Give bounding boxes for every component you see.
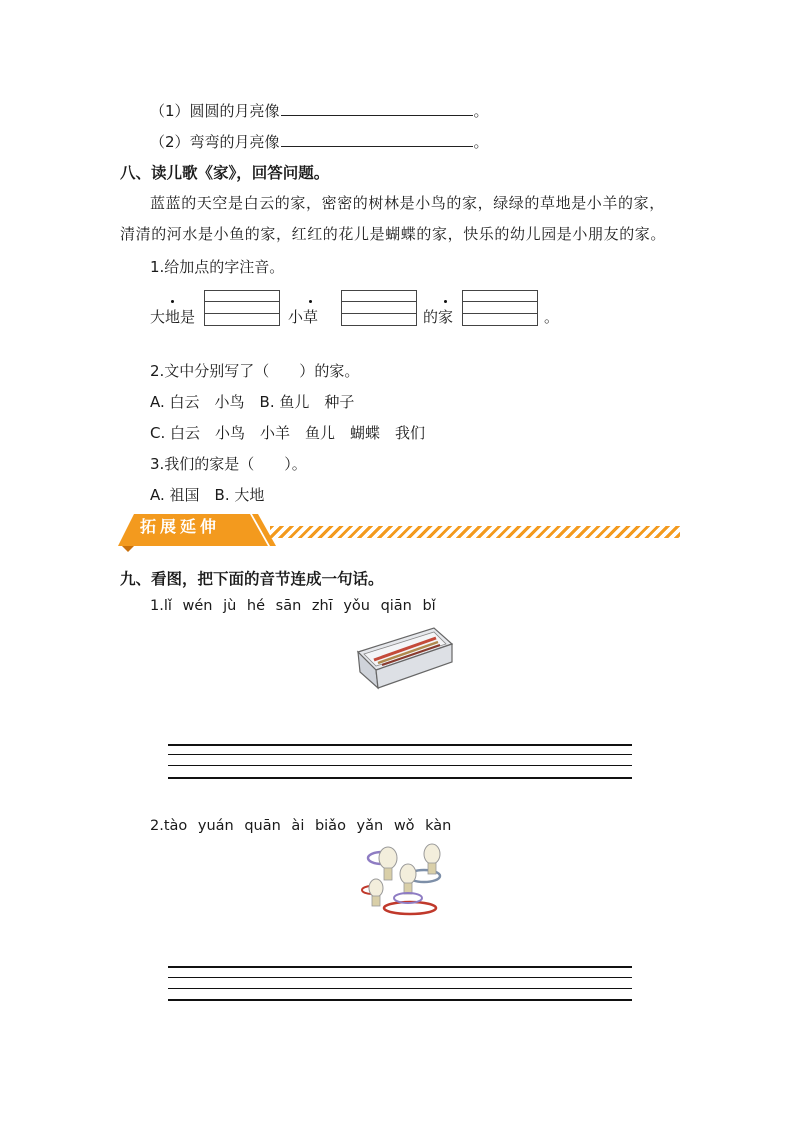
char-dotted: 地 bbox=[165, 308, 181, 326]
writing-line bbox=[168, 744, 632, 746]
banner-stripe bbox=[270, 526, 680, 538]
ring-toss-icon bbox=[352, 840, 452, 920]
q9-item-1 bbox=[150, 598, 436, 614]
pinyin-box-1[interactable] bbox=[204, 290, 280, 326]
q9-title: 九、看图，把下面的音节连成一句话。 bbox=[120, 570, 384, 588]
q7-item-1-text: （1）圆圆的月亮像 bbox=[150, 102, 280, 120]
q7-item-2-text: （2）弯弯的月亮像 bbox=[150, 133, 280, 151]
banner-label: 拓展延伸 bbox=[140, 517, 221, 536]
pinyin-box-2[interactable] bbox=[341, 290, 417, 326]
item-number: 2. bbox=[150, 818, 164, 834]
writing-line bbox=[168, 999, 632, 1001]
q8-poem-line-1: 蓝蓝的天空是白云的家，密密的树林是小鸟的家，绿绿的草地是小羊的家， bbox=[150, 194, 665, 212]
q8-sub-3-options: A. 祖国 B. 大地 bbox=[150, 486, 265, 504]
char-plain: 大 bbox=[150, 308, 166, 326]
q8-title: 八、读儿歌《家》，回答问题。 bbox=[120, 164, 330, 182]
q8-sub-3: 3.我们的家是（ ）。 bbox=[150, 455, 307, 473]
writing-line bbox=[168, 754, 632, 755]
writing-line bbox=[168, 966, 632, 968]
q8-sub-2-option-c: C. 白云 小鸟 小羊 鱼儿 蝴蝶 我们 bbox=[150, 424, 426, 442]
char-plain: 的 bbox=[423, 308, 439, 326]
pinyin-word-1 bbox=[150, 306, 195, 327]
writing-line bbox=[168, 777, 632, 779]
writing-line bbox=[168, 765, 632, 766]
q8-poem-line-2: 清清的河水是小鱼的家，红红的花儿是蝴蝶的家，快乐的幼儿园是小朋友的家。 bbox=[120, 225, 667, 243]
writing-line bbox=[168, 988, 632, 989]
q9-item-2 bbox=[150, 818, 451, 834]
q7-item-2 bbox=[150, 131, 489, 152]
pencil-box-icon bbox=[352, 622, 456, 696]
q9-item-1-pinyin: lǐ wén jù hé sān zhī yǒu qiān bǐ bbox=[163, 598, 436, 614]
answer-blank[interactable] bbox=[281, 131, 473, 147]
char-plain: 是 bbox=[180, 308, 196, 326]
q7-item-2-end: 。 bbox=[473, 133, 489, 151]
char-dotted: 家 bbox=[438, 308, 454, 326]
q9-item-2-pinyin: tào yuán quān ài biǎo yǎn wǒ kàn bbox=[163, 818, 452, 834]
writing-line bbox=[168, 977, 632, 978]
char-plain: 小 bbox=[288, 308, 304, 326]
q8-sub-1: 1.给加点的字注音。 bbox=[150, 258, 285, 276]
q8-sub-2-options-ab: A. 白云 小鸟 B. 鱼儿 种子 bbox=[150, 393, 355, 411]
pinyin-word-2 bbox=[288, 306, 318, 327]
q7-item-1-end: 。 bbox=[473, 102, 489, 120]
q8-sub-2: 2.文中分别写了（ ）的家。 bbox=[150, 362, 360, 380]
char-dotted: 草 bbox=[303, 308, 319, 326]
pinyin-box-3[interactable] bbox=[462, 290, 538, 326]
item-number: 1. bbox=[150, 598, 164, 614]
answer-blank[interactable] bbox=[281, 100, 473, 116]
pinyin-word-3 bbox=[423, 306, 453, 327]
q7-item-1 bbox=[150, 100, 489, 121]
pinyin-row-end: 。 bbox=[544, 308, 560, 326]
